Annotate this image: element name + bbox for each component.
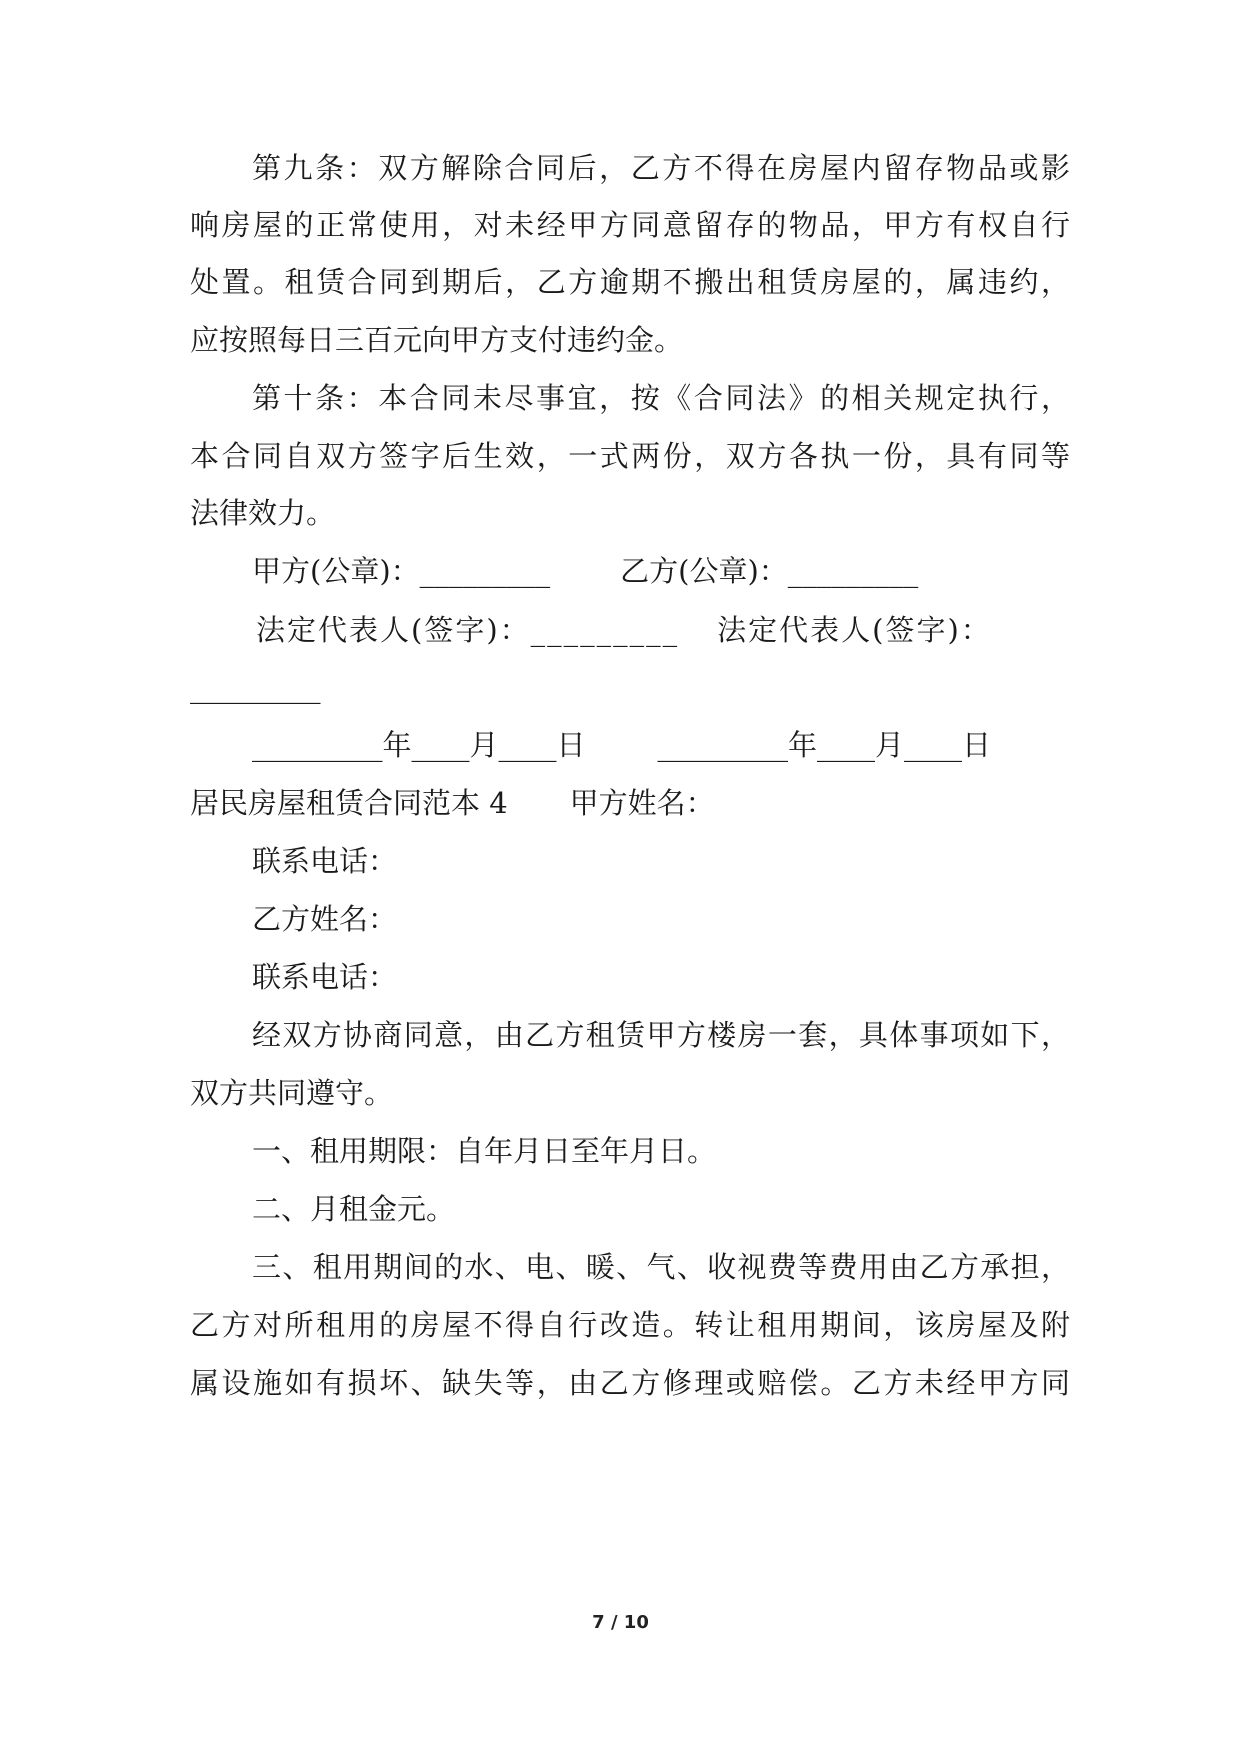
clause-line: 二、月租金元。 bbox=[252, 1192, 456, 1226]
paragraph-line: 响房屋的正常使用，对未经甲方同意留存的物品，甲方有权自行 bbox=[190, 208, 1070, 242]
party-b-seal: 乙方(公章)：_________ bbox=[620, 554, 919, 588]
party-a-representative: 法定代表人(签字)：_________ bbox=[256, 613, 680, 647]
party-a-name-label: 甲方姓名： bbox=[569, 786, 715, 820]
clause-line: 一、租用期限：自年月日至年月日。 bbox=[252, 1134, 717, 1168]
paragraph-line: 经双方协商同意，由乙方租赁甲方楼房一套，具体事项如下， bbox=[252, 1018, 1070, 1052]
field-label: 联系电话： bbox=[252, 844, 398, 878]
paragraph-line: 第九条：双方解除合同后，乙方不得在房屋内留存物品或影 bbox=[252, 151, 1070, 185]
seal-line bbox=[252, 551, 1070, 591]
field-label: 联系电话： bbox=[252, 960, 398, 994]
paragraph-line: 双方共同遵守。 bbox=[190, 1076, 394, 1110]
paragraph-line: 应按照每日三百元向甲方支付违约金。 bbox=[190, 323, 684, 357]
section-heading-line bbox=[190, 783, 1070, 823]
paragraph-line: 本合同自双方签字后生效，一式两份，双方各执一份，具有同等 bbox=[190, 439, 1070, 473]
paragraph-line: 属设施如有损坏、缺失等，由乙方修理或赔偿。乙方未经甲方同 bbox=[190, 1366, 1070, 1400]
representative-line bbox=[256, 610, 1074, 650]
field-label: 乙方姓名： bbox=[252, 902, 398, 936]
party-a-seal: 甲方(公章)：_________ bbox=[252, 554, 551, 588]
paragraph-line: 三、租用期间的水、电、暖、气、收视费等费用由乙方承担， bbox=[252, 1250, 1070, 1284]
page-number: 7 / 10 bbox=[592, 1612, 649, 1633]
paragraph-line: 第十条：本合同未尽事宜，按《合同法》的相关规定执行， bbox=[252, 381, 1070, 415]
party-b-representative: 法定代表人(签字)： bbox=[717, 613, 992, 647]
paragraph-line: 法律效力。 bbox=[190, 496, 336, 530]
paragraph-line: 处置。租赁合同到期后，乙方逾期不搬出租赁房屋的，属违约， bbox=[190, 265, 1070, 299]
date-line bbox=[252, 725, 1070, 765]
party-b-date: _________年____月____日 bbox=[657, 728, 992, 762]
representative-blank: _________ bbox=[190, 670, 321, 704]
paragraph-line: 乙方对所租用的房屋不得自行改造。转让租用期间，该房屋及附 bbox=[190, 1308, 1070, 1342]
party-a-date: _________年____月____日 bbox=[252, 728, 586, 762]
section-title: 居民房屋租赁合同范本 4 bbox=[190, 786, 508, 820]
